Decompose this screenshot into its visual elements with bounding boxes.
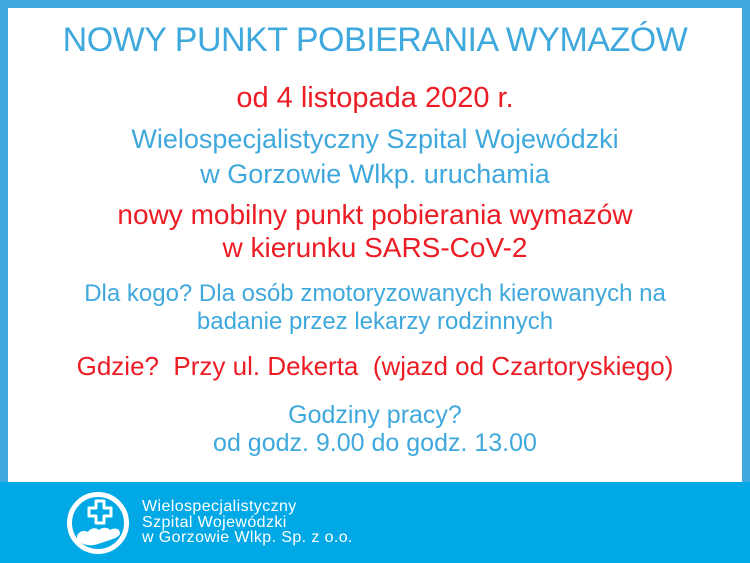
footer-bar	[0, 482, 750, 563]
opening-hours-value: od godz. 9.00 do godz. 13.00	[213, 429, 537, 457]
announcement-line2: w kierunku SARS-CoV-2	[222, 232, 528, 263]
announcement-line1: nowy mobilny punkt pobierania wymazów	[117, 199, 633, 230]
opening-hours-label: Godziny pracy?	[288, 401, 462, 429]
location-line: Gdzie? Przy ul. Dekerta (wjazd od Czartoryskiego)	[76, 351, 674, 381]
effective-date: od 4 listopada 2020 r.	[236, 82, 514, 114]
target-audience-line2: badanie przez lekarzy rodzinnych	[196, 308, 554, 335]
organization-name-line3: w Gorzowie Wlkp. Sp. z o.o.	[142, 529, 353, 547]
poster-title: NOWY PUNKT POBIERANIA WYMAZÓW	[62, 21, 688, 59]
organization-name-line2: Szpital Wojewódzki	[142, 513, 287, 531]
organization-name-line1: Wielospecjalistyczny	[142, 498, 297, 516]
organization-name	[142, 499, 353, 546]
hand-holding-medical-cross-icon	[66, 491, 130, 555]
hospital-name-line1: Wielospecjalistyczny Szpital Wojewódzki	[131, 124, 619, 154]
target-audience-line1: Dla kogo? Dla osób zmotoryzowanych kierowanych na	[84, 280, 666, 307]
hospital-name-line2: w Gorzowie Wlkp. uruchamia	[200, 159, 550, 189]
